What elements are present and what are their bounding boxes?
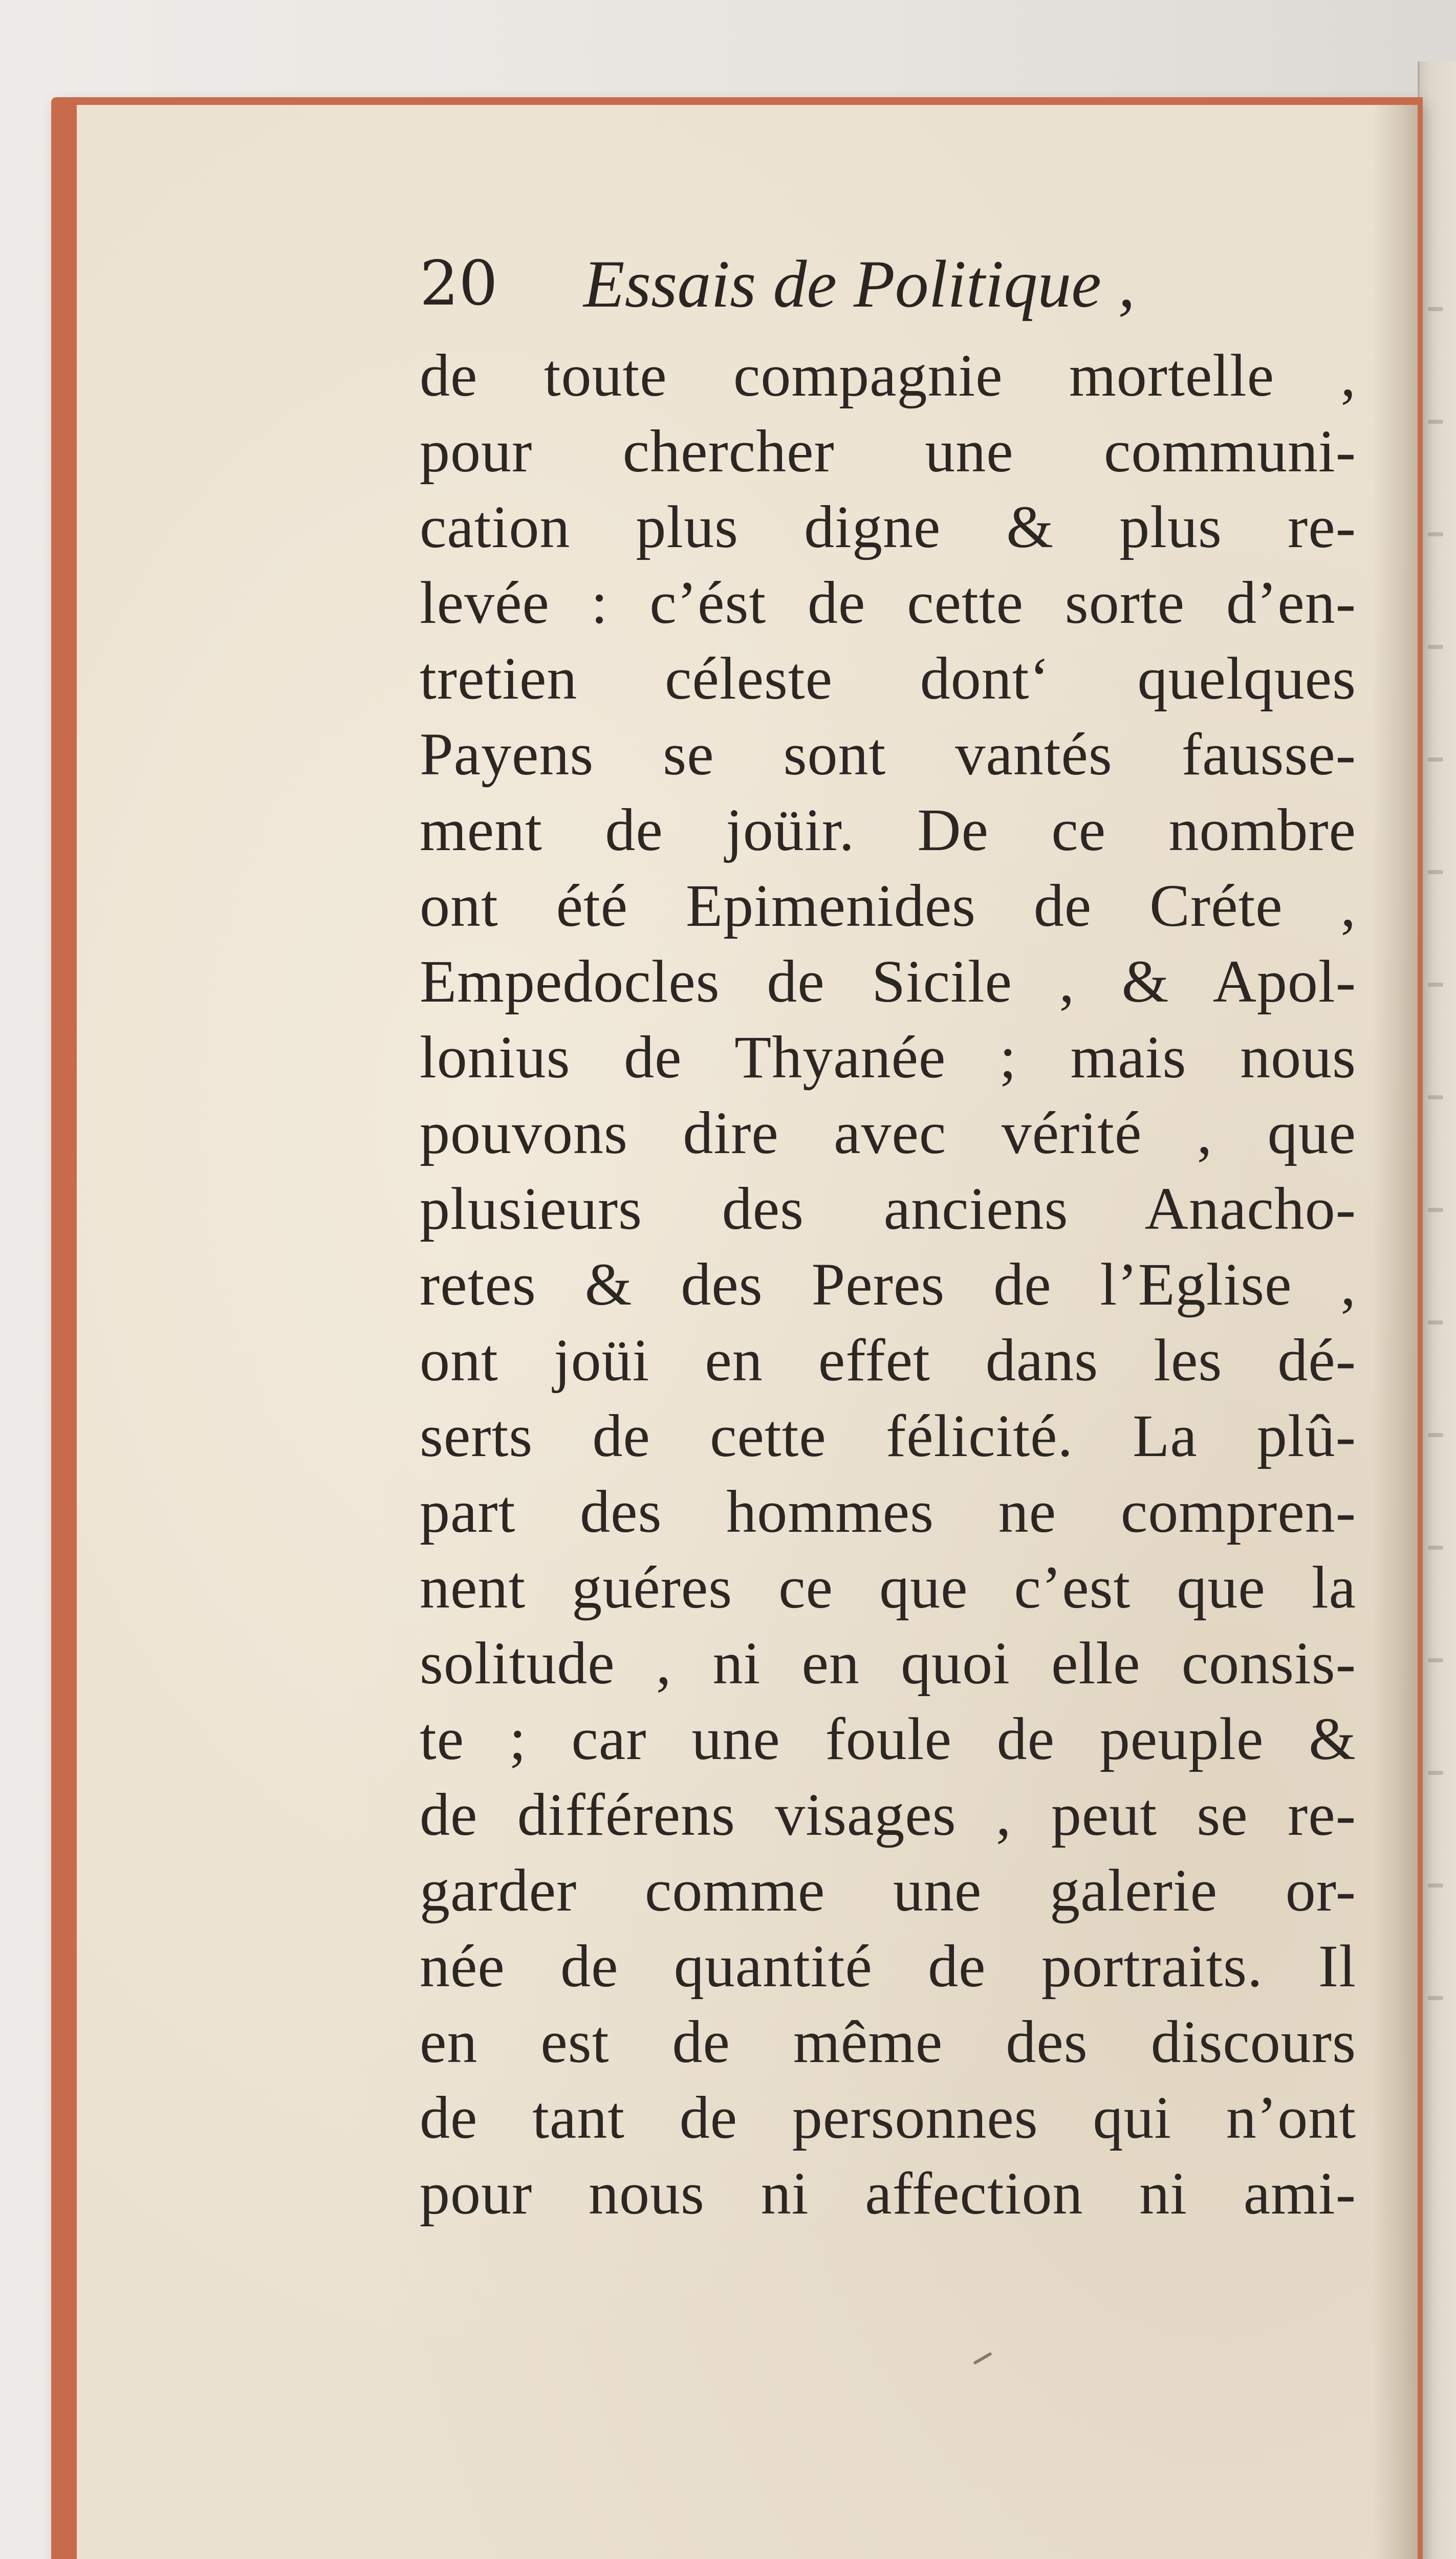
text-line: Payens se sont vantés fausse- xyxy=(420,721,1356,788)
page-speck xyxy=(973,2352,992,2365)
text-line: te ; car une foule de peuple & xyxy=(420,1705,1356,1772)
page-number: 20 xyxy=(420,248,498,319)
text-line: née de quantité de portraits. Il xyxy=(420,1933,1356,2000)
text-line: lonius de Thyanée ; mais nous xyxy=(420,1024,1356,1091)
text-line: en est de même des discours xyxy=(420,2008,1356,2075)
next-page-marks xyxy=(1428,307,1448,2150)
text-line: de tant de personnes qui n’ont xyxy=(420,2084,1356,2151)
text-line: solitude , ni en quoi elle consis- xyxy=(420,1630,1356,1697)
text-line: nent guéres ce que c’est que la xyxy=(420,1554,1356,1621)
text-line: pour nous ni affection ni ami- xyxy=(420,2160,1356,2227)
text-line: ont été Epimenides de Créte , xyxy=(420,872,1356,939)
text-line: tretien céleste dont‘ quelques xyxy=(420,645,1356,712)
text-line: de toute compagnie mortelle , xyxy=(420,342,1356,409)
text-line: pour chercher une communi- xyxy=(420,418,1356,485)
text-line: levée : c’ést de cette sorte d’en- xyxy=(420,569,1356,636)
text-line: plusieurs des anciens Anacho- xyxy=(420,1175,1356,1242)
text-line: cation plus digne & plus re- xyxy=(420,493,1356,560)
text-line: de différens visages , peut se re- xyxy=(420,1781,1356,1848)
running-head xyxy=(348,233,1361,335)
body-text xyxy=(420,338,1356,2231)
text-line: ment de joüir. De ce nombre xyxy=(420,796,1356,863)
text-line: ont joüi en effet dans les dé- xyxy=(420,1327,1356,1394)
text-line: garder comme une galerie or- xyxy=(420,1857,1356,1924)
running-title: Essais de Politique , xyxy=(583,246,1135,321)
text-line: serts de cette félicité. La plû- xyxy=(420,1402,1356,1469)
text-line: retes & des Peres de l’Eglise , xyxy=(420,1251,1356,1318)
text-line: Empedocles de Sicile , & Apol- xyxy=(420,948,1356,1015)
text-line: pouvons dire avec vérité , que xyxy=(420,1099,1356,1166)
text-line: part des hommes ne compren- xyxy=(420,1478,1356,1545)
page-gutter xyxy=(1372,105,1418,2559)
